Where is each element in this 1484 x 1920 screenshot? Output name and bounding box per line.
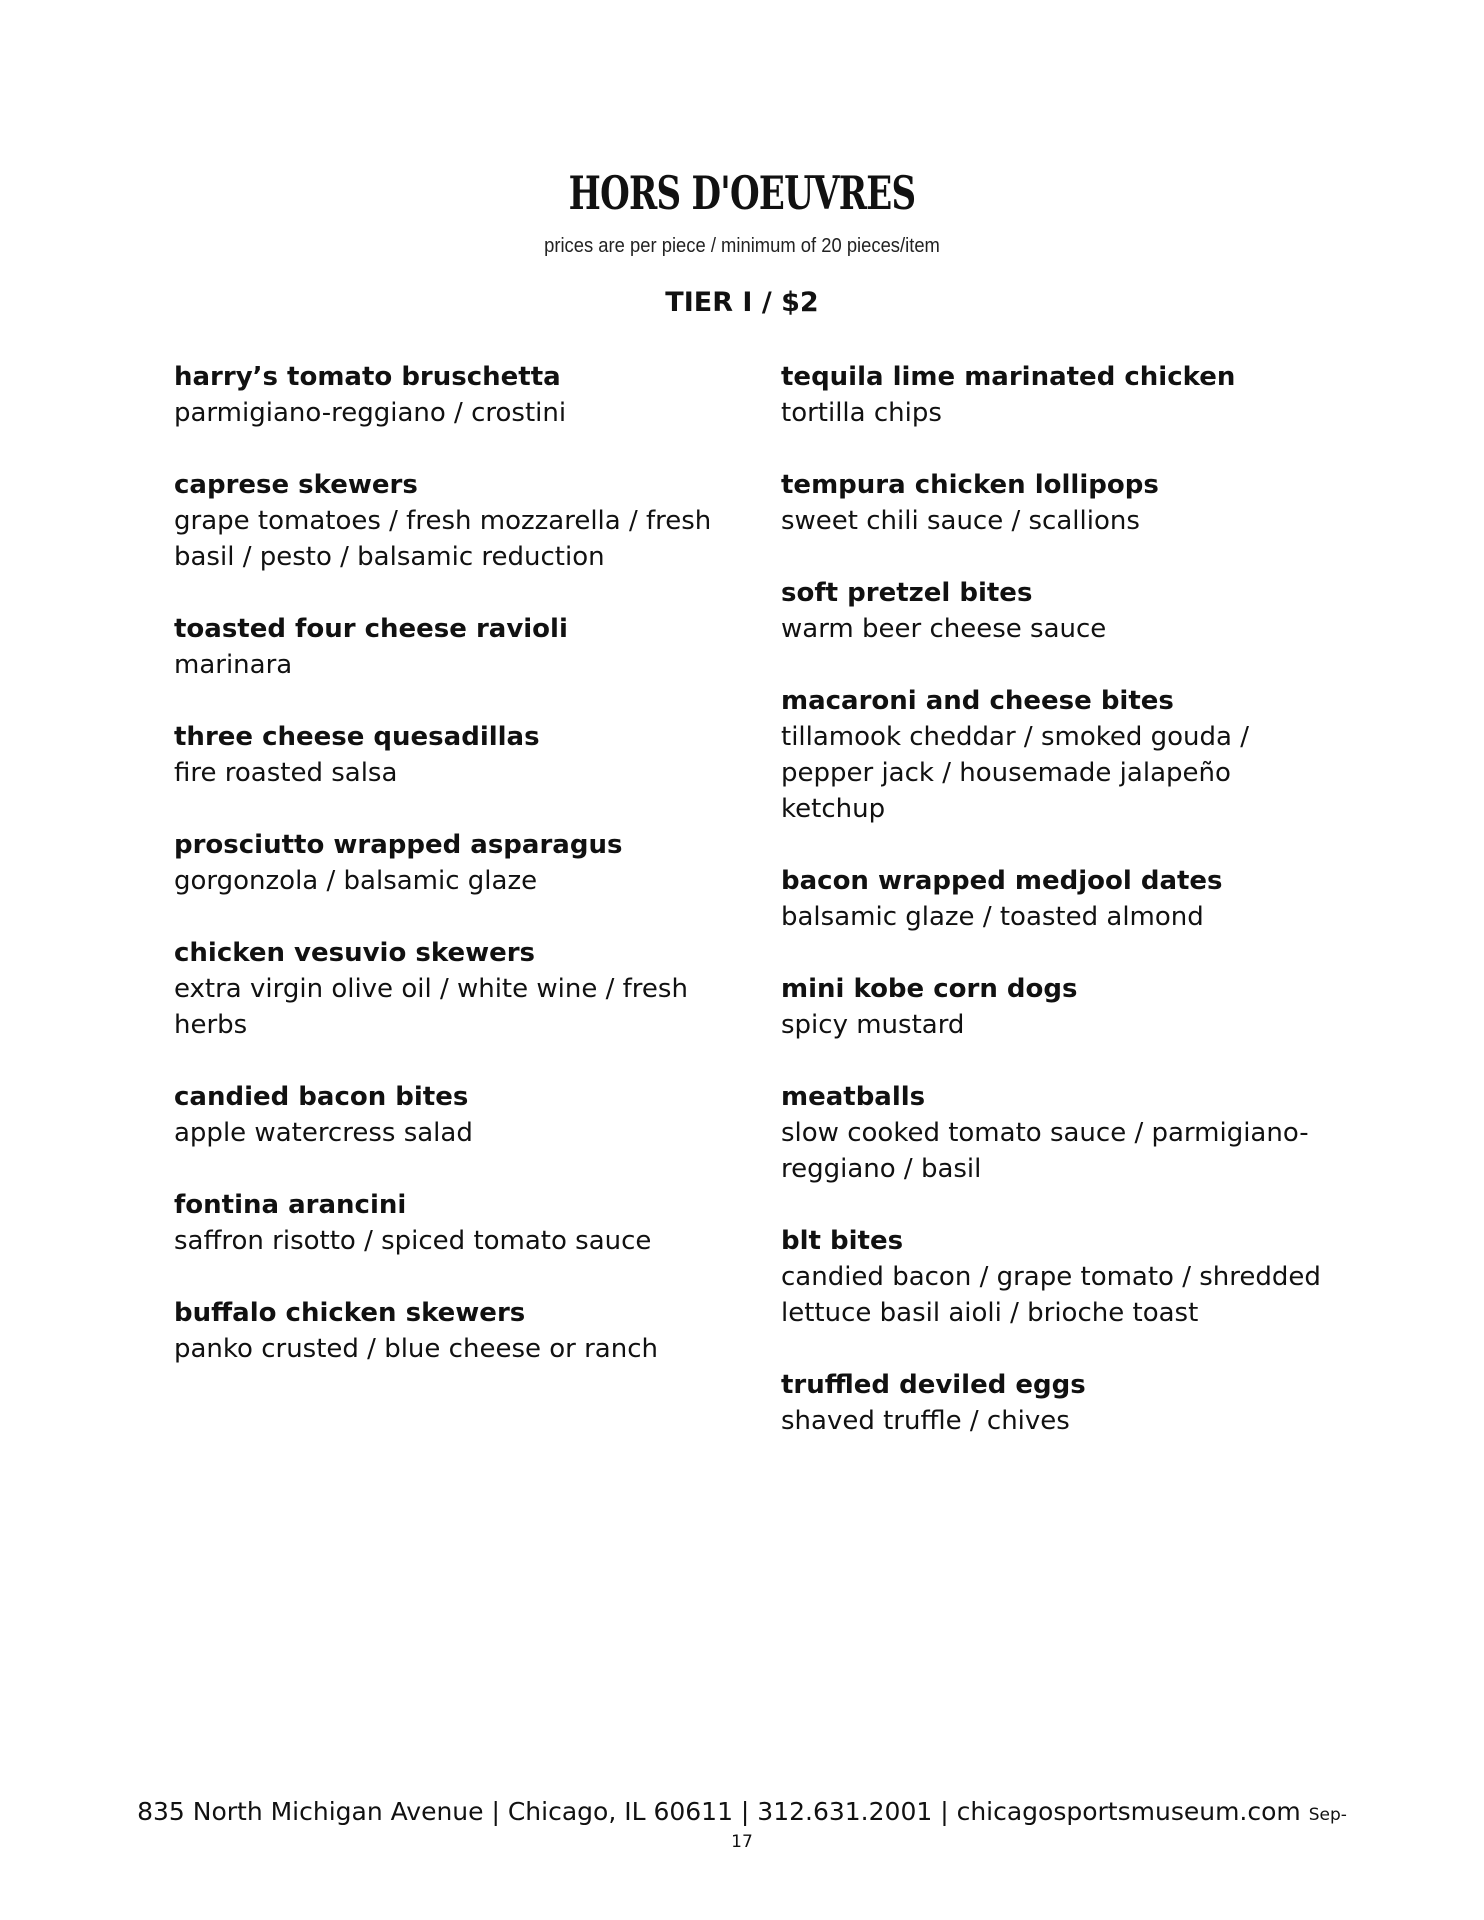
menu-item xyxy=(174,827,734,899)
footer-date-part1: Sep- xyxy=(1308,1805,1347,1825)
page-title: HORS D'OEUVRES xyxy=(568,166,916,220)
menu-item-description: candied bacon / grape tomato / shredded lettuce basil aioli / brioche toast xyxy=(781,1262,1321,1328)
menu-item-description: spicy mustard xyxy=(781,1010,965,1040)
footer-address: 835 North Michigan Avenue | Chicago, IL 60611 | 312.631.2001 | chicagosportsmuseum.com xyxy=(137,1797,1301,1826)
menu-item xyxy=(781,575,1321,647)
menu-item-description: tillamook cheddar / smoked gouda / pepper jack / housemade jalapeño ketchup xyxy=(781,722,1249,824)
menu-item xyxy=(174,611,734,683)
menu-item-description: marinara xyxy=(174,650,293,680)
menu-item-name: harry’s tomato bruschetta xyxy=(174,362,561,392)
menu-item xyxy=(174,1187,734,1259)
menu-column-right xyxy=(781,359,1321,1475)
menu-item-description: sweet chili sauce / scallions xyxy=(781,506,1140,536)
menu-item-description: saffron risotto / spiced tomato sauce xyxy=(174,1226,652,1256)
menu-item-name: buffalo chicken skewers xyxy=(174,1298,526,1328)
menu-item-description: slow cooked tomato sauce / parmigiano-reggiano / basil xyxy=(781,1118,1309,1184)
menu-item-name: fontina arancini xyxy=(174,1190,407,1220)
menu-item-name: toasted four cheese ravioli xyxy=(174,614,568,644)
menu-item xyxy=(174,719,734,791)
menu-item-description: tortilla chips xyxy=(781,398,942,428)
menu-item xyxy=(781,359,1321,431)
menu-item xyxy=(781,971,1321,1043)
menu-item-description: grape tomatoes / fresh mozzarella / fresh basil / pesto / balsamic reduction xyxy=(174,506,712,572)
menu-item-name: tequila lime marinated chicken xyxy=(781,362,1236,392)
menu-item-name: tempura chicken lollipops xyxy=(781,470,1159,500)
menu-item-name: blt bites xyxy=(781,1226,904,1256)
menu-item xyxy=(174,359,734,431)
menu-item xyxy=(174,935,734,1043)
menu-item-name: soft pretzel bites xyxy=(781,578,1033,608)
menu-item-name: macaroni and cheese bites xyxy=(781,686,1174,716)
pricing-note: prices are per piece / minimum of 20 pieces/item xyxy=(544,235,940,257)
menu-item-description: shaved truffle / chives xyxy=(781,1406,1070,1436)
menu-item-description: apple watercress salad xyxy=(174,1118,473,1148)
menu-item-name: chicken vesuvio skewers xyxy=(174,938,536,968)
menu-item-name: mini kobe corn dogs xyxy=(781,974,1078,1004)
menu-item-name: truffled deviled eggs xyxy=(781,1370,1086,1400)
menu-item-description: extra virgin olive oil / white wine / fresh herbs xyxy=(174,974,688,1040)
menu-item xyxy=(781,863,1321,935)
menu-column-left xyxy=(174,359,734,1403)
menu-item xyxy=(781,683,1321,827)
menu-item xyxy=(174,1079,734,1151)
menu-item-description: fire roasted salsa xyxy=(174,758,398,788)
menu-item-name: bacon wrapped medjool dates xyxy=(781,866,1223,896)
menu-item xyxy=(781,1079,1321,1187)
menu-item-name: candied bacon bites xyxy=(174,1082,469,1112)
footer-date-part2: 17 xyxy=(731,1832,753,1852)
menu-item xyxy=(781,1223,1321,1331)
menu-item-name: meatballs xyxy=(781,1082,926,1112)
menu-item-description: balsamic glaze / toasted almond xyxy=(781,902,1204,932)
menu-item-name: three cheese quesadillas xyxy=(174,722,540,752)
menu-item xyxy=(174,1295,734,1367)
menu-item xyxy=(781,467,1321,539)
menu-item xyxy=(174,467,734,575)
footer-contact xyxy=(0,1796,1484,1831)
menu-item-description: panko crusted / blue cheese or ranch xyxy=(174,1334,658,1364)
menu-item-description: warm beer cheese sauce xyxy=(781,614,1107,644)
menu-item-name: prosciutto wrapped asparagus xyxy=(174,830,623,860)
menu-item xyxy=(781,1367,1321,1439)
menu-item-description: gorgonzola / balsamic glaze xyxy=(174,866,538,896)
menu-item-name: caprese skewers xyxy=(174,470,418,500)
tier-heading: TIER I / $2 xyxy=(665,287,819,318)
menu-item-description: parmigiano-reggiano / crostini xyxy=(174,398,567,428)
